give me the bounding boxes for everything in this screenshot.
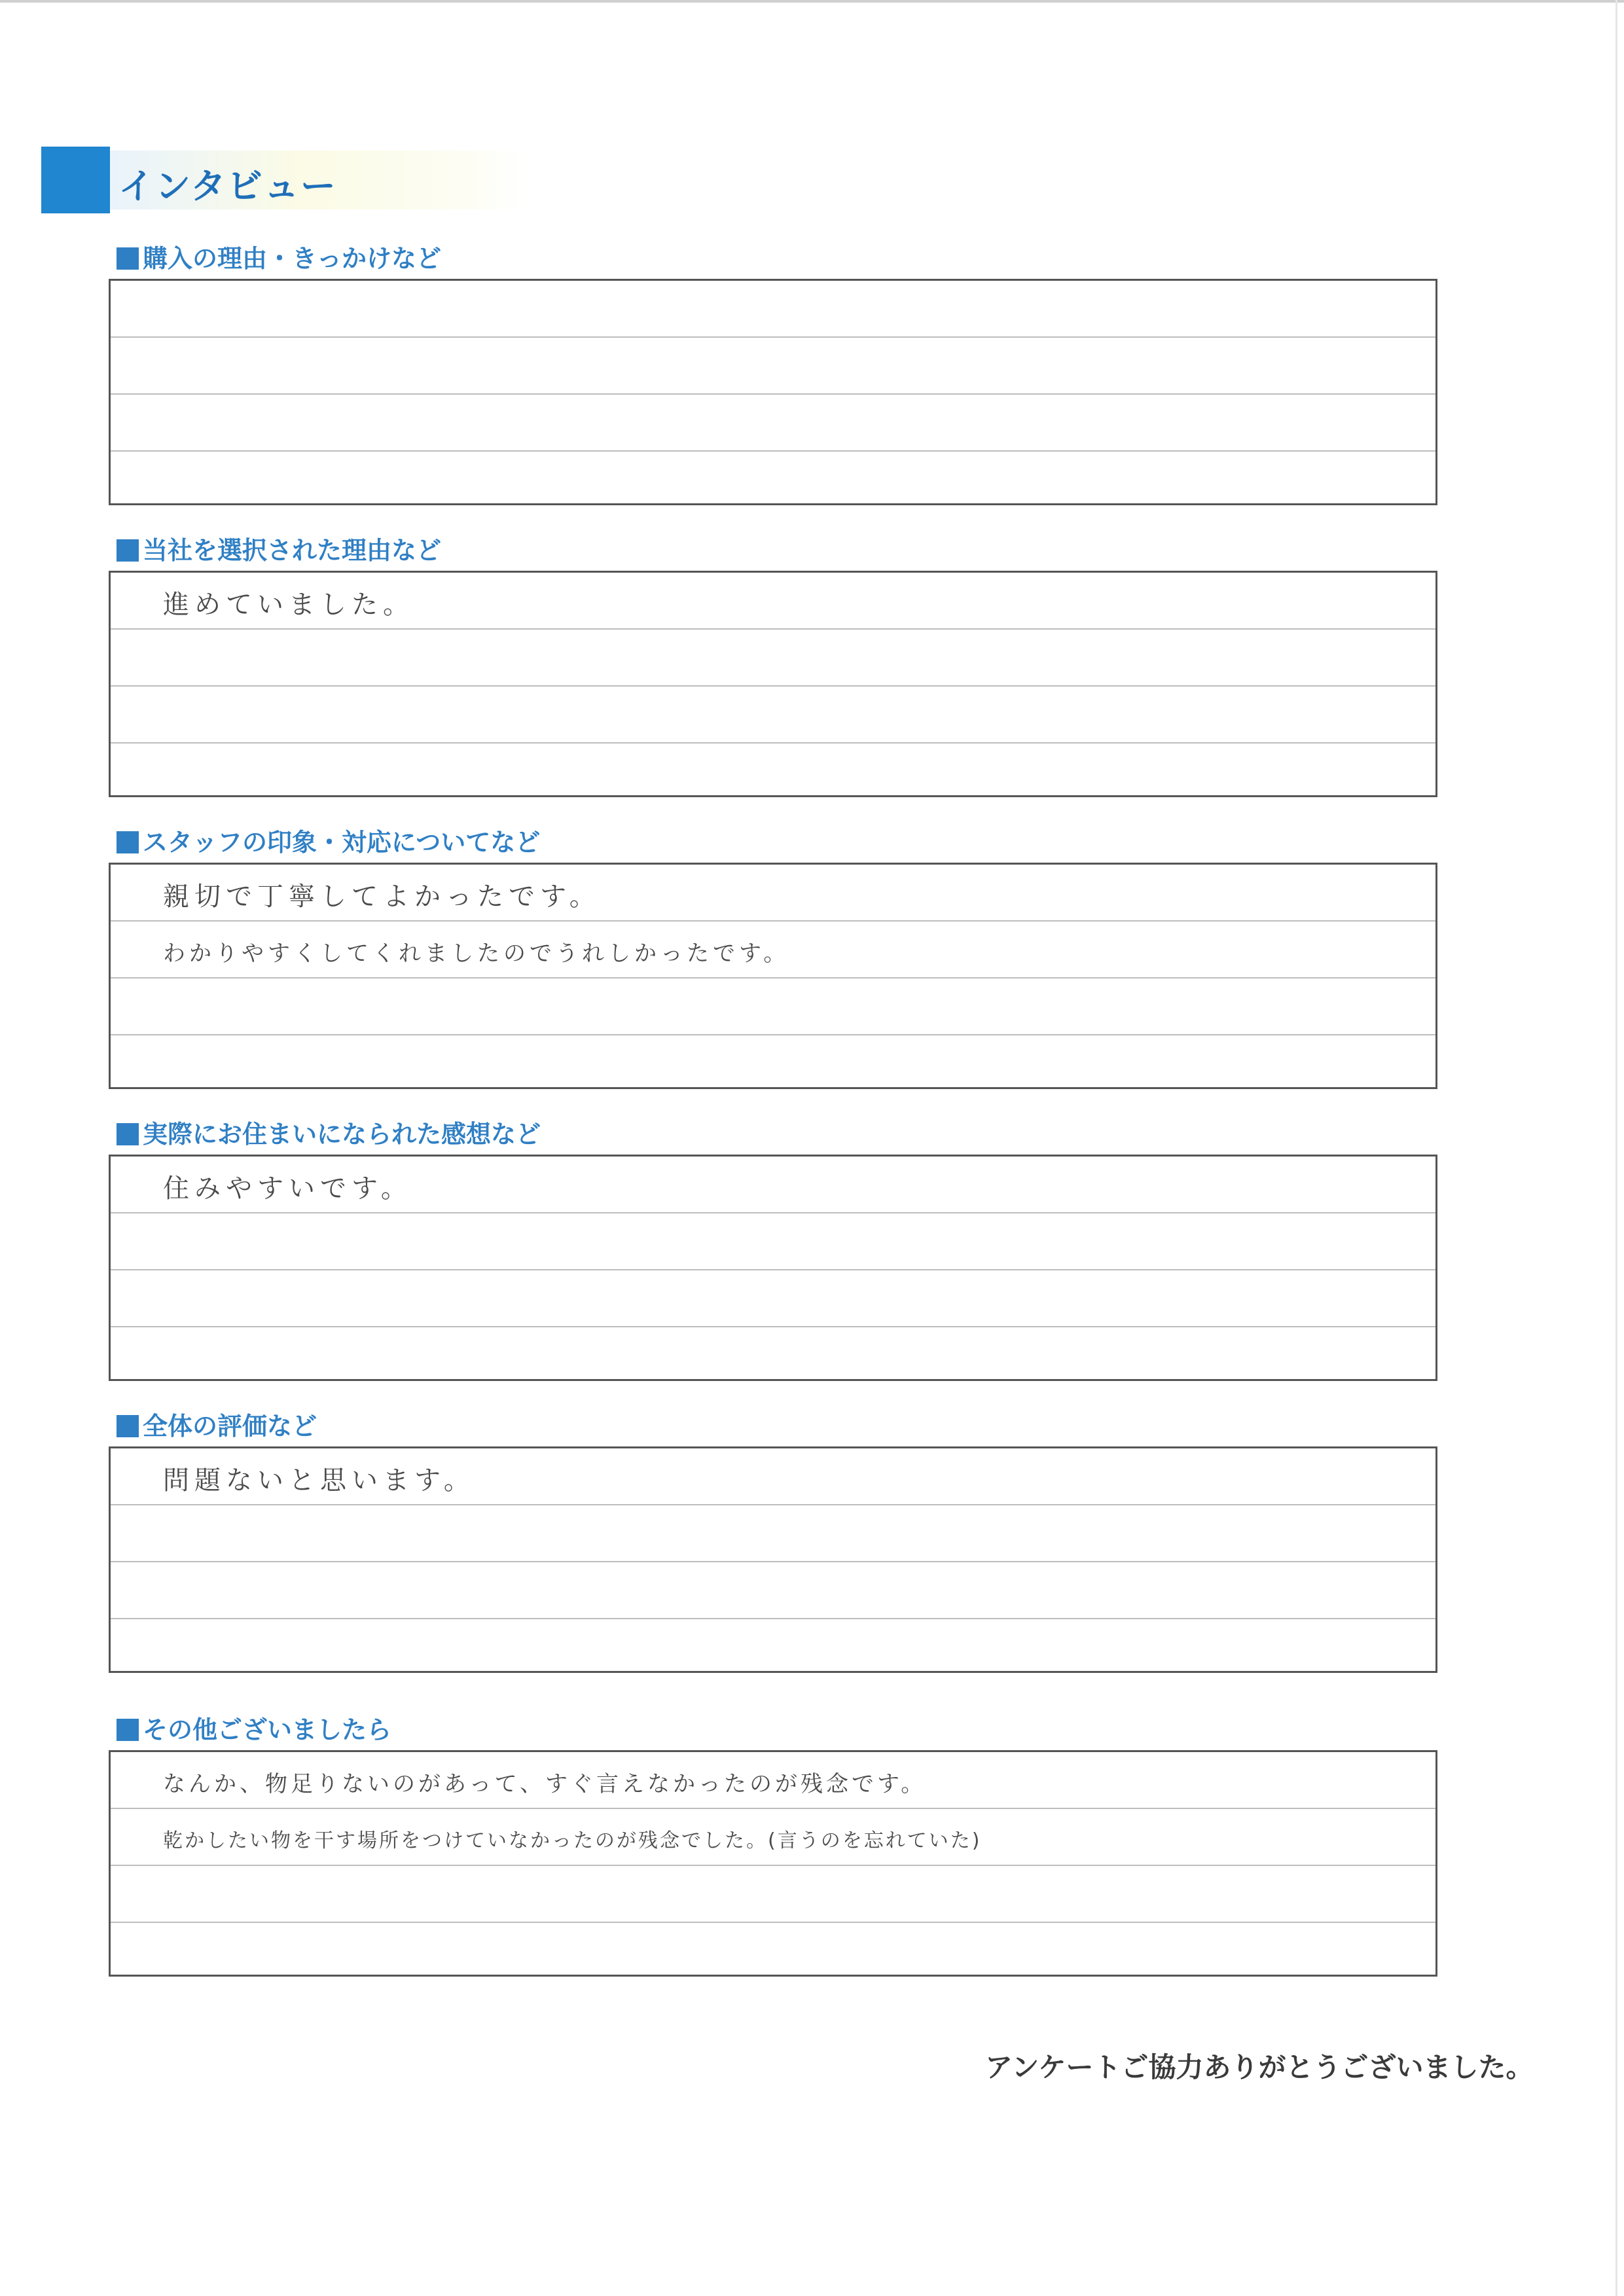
answer-line (111, 1505, 1435, 1562)
answer-line (111, 452, 1435, 509)
answer-line (111, 865, 1435, 922)
handwritten-answer: なんか、物足りないのがあって、すぐ言えなかったのが残念です。 (163, 1771, 927, 1797)
answer-line (111, 1157, 1435, 1213)
answer-line (111, 1866, 1435, 1923)
section-title (117, 1118, 541, 1151)
square-marker-icon (117, 831, 139, 853)
square-marker-icon (117, 1719, 139, 1741)
top-rule (0, 0, 1624, 3)
handwritten-answer: 乾かしたい物を干す場所をつけていなかったのが残念でした。(言うのを忘れていた) (163, 1829, 982, 1852)
answer-line (111, 1923, 1435, 1980)
answer-line (111, 630, 1435, 687)
answer-box[interactable] (109, 863, 1437, 1089)
section-title-text: 当社を選択された理由など (143, 536, 442, 565)
answer-line (111, 338, 1435, 395)
section-title (117, 1713, 391, 1746)
section-title (117, 1410, 317, 1443)
square-marker-icon (117, 1415, 139, 1437)
square-marker-icon (117, 247, 139, 270)
page-title: インタビュー (118, 166, 337, 207)
section-title-text: その他ございましたら (143, 1715, 392, 1744)
answer-line (111, 395, 1435, 452)
answer-line (111, 922, 1435, 978)
section-title-text: 購入の理由・きっかけなど (143, 244, 442, 273)
answer-line (111, 1809, 1435, 1866)
handwritten-answer: 親切で丁寧してよかったです。 (163, 882, 601, 912)
section-title-text: スタッフの印象・対応についてなど (143, 828, 541, 857)
section-title (117, 826, 540, 859)
handwritten-answer: わかりやすくしてくれましたのでうれしかったです。 (163, 941, 790, 967)
page-header (41, 147, 529, 213)
answer-box[interactable] (109, 1750, 1437, 1977)
answer-box[interactable] (109, 1446, 1437, 1673)
answer-line (111, 1562, 1435, 1619)
handwritten-answer: 問題ないと思います。 (163, 1465, 475, 1496)
answer-line (111, 1619, 1435, 1676)
section-title-text: 実際にお住まいになられた感想など (143, 1120, 541, 1149)
answer-line (111, 1752, 1435, 1809)
square-marker-icon (117, 1123, 139, 1145)
handwritten-answer: 進めていました。 (163, 590, 414, 620)
section-title (117, 242, 441, 275)
answer-line (111, 744, 1435, 800)
answer-line (111, 978, 1435, 1035)
answer-box[interactable] (109, 1155, 1437, 1381)
answer-line (111, 1327, 1435, 1384)
answer-line (111, 1213, 1435, 1270)
square-marker-icon (117, 539, 139, 562)
answer-line (111, 573, 1435, 630)
answer-line (111, 1270, 1435, 1327)
page-edge (1615, 0, 1617, 2296)
closing-thanks: アンケートご協力ありがとうございました。 (985, 2051, 1534, 2083)
section-title-text: 全体の評価など (143, 1412, 317, 1441)
answer-line (111, 1035, 1435, 1092)
answer-box[interactable] (109, 571, 1437, 797)
answer-line (111, 1448, 1435, 1505)
header-accent-block (41, 147, 110, 213)
answer-line (111, 687, 1435, 744)
section-title (117, 534, 441, 567)
handwritten-answer: 住みやすいです。 (163, 1174, 412, 1204)
answer-line (111, 281, 1435, 338)
answer-box[interactable] (109, 279, 1437, 505)
